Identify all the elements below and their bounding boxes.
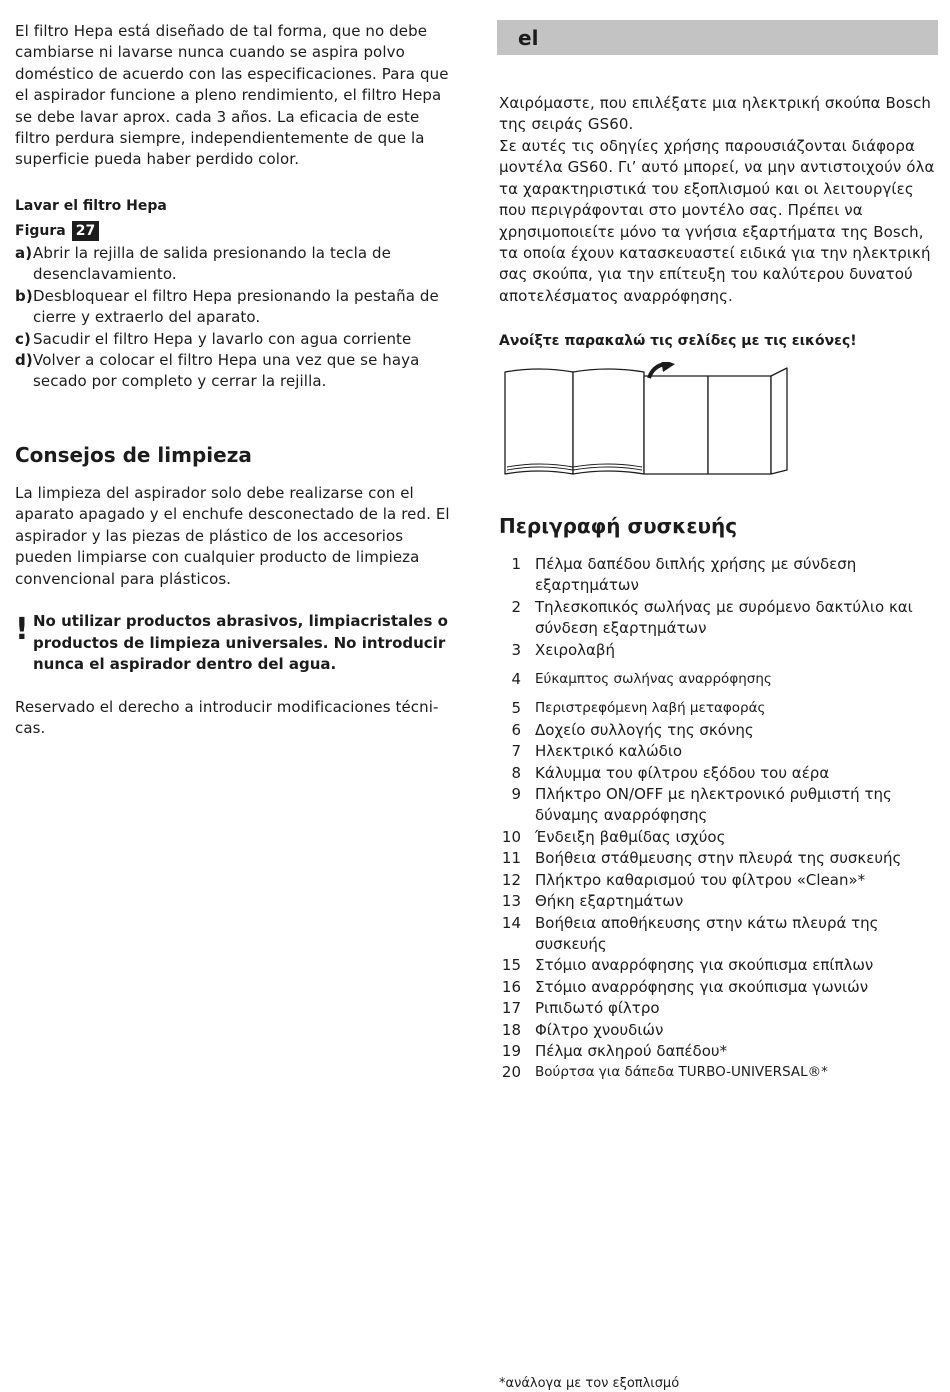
part-number: 19 [501,1041,521,1060]
part-text: Θήκη εξαρτημάτων [535,892,684,911]
step-text: Sacudir el filtro Hepa y lavarlo con agua corriente [33,329,412,348]
reserved-rights-paragraph: Reservado el derecho a introducir modificaciones técni-cas. [15,698,439,738]
step-letter: a) [15,244,33,262]
list-item [15,350,455,393]
part-text: Βοήθεια αποθήκευσης στην κάτω πλευρά της συσκευής [535,913,879,953]
greek-models-paragraph: Σε αυτές τις οδηγίες χρήσης παρουσιάζονται διάφορα μοντέλα GS60. Γι’ αυτό μπορεί, να μην αντιστοιχούν όλα τα χαρακτηριστικά του εξοπλισμού και οι λειτουργίες που περιγράφονται στο μοντέλο σας. Πρέπει να χρησιμοποιείτε μόνο τα γνήσια εξαρτήματα της Bosch, τα οποία έχουν κατασκευαστεί ειδικά για την ηλεκτρική σας σκούπα, για την επίτευξη του καλύτερου δυνατού αποτελέσματος αναρρόφησης. [499,137,935,305]
list-item [15,329,455,350]
part-number: 6 [511,720,521,739]
part-number: 2 [511,597,521,616]
list-item [499,597,939,640]
wash-steps-list [15,243,455,393]
part-text: Ένδειξη βαθμίδας ισχύος [535,827,726,846]
greek-intro-paragraph: Χαιρόμαστε, που επιλέξατε μια ηλεκτρική σκούπα Bosch της σειράς GS60. [499,94,932,134]
part-text: Στόμιο αναρρόφησης για σκούπισμα επίπλων [535,956,874,975]
warning-text: No utilizar productos abrasivos, limpiacristales o productos de limpieza universales. No introducir nunca el aspirador dentro del agua. [33,612,448,673]
list-item [499,763,939,784]
part-number: 20 [501,1063,521,1082]
step-text: Volver a colocar el filtro Hepa una vez que se haya secado por completo y cerrar la rejilla. [33,351,420,391]
list-item [499,1020,939,1041]
step-text: Abrir la rejilla de salida presionando la tecla de desenclavamiento. [33,244,391,284]
warning-notice [15,611,455,676]
list-item [499,977,939,998]
part-text: Κάλυμμα του φίλτρου εξόδου του αέρα [535,763,830,782]
list-item [499,913,939,956]
part-text: Πέλμα σκληρού δαπέδου* [535,1041,728,1060]
part-number: 7 [511,742,521,761]
list-item [15,286,455,329]
part-text: Περιστρεφόμενη λαβή μεταφοράς [535,700,766,717]
part-text: Τηλεσκοπικός σωλήνας με συρόμενο δακτύλιο και σύνδεση εξαρτημάτων [535,597,913,638]
part-text: Πέλμα δαπέδου διπλής χρήσης με σύνδεση εξαρτημάτων [535,555,857,595]
wash-section [15,196,455,393]
list-item [499,1041,939,1062]
list-item [499,891,939,912]
part-number: 10 [501,827,521,846]
device-description-heading: Περιγραφή συσκευής [499,514,738,538]
figure-reference [15,221,455,241]
part-text: Εύκαμπτος σωλήνας αναρρόφησης [535,671,772,688]
part-number: 17 [501,999,521,1018]
part-number: 5 [511,699,521,718]
part-number: 8 [511,763,521,782]
figure-number-badge: 27 [72,221,99,241]
part-text: Χειρολαβή [535,640,616,659]
hepa-intro-paragraph: El filtro Hepa está diseñado de tal forma, que no debe cambiarse ni lavarse nunca cuando se aspira polvo doméstico de acuerdo con las especificaciones. Para que el aspirador funcione a pleno rendimiento, el filtro Hepa se debe lavar aprox. cada 3 años. La eficacia de este filtro perdura siempre, independientemente de que la superficie pueda haber perdido color. [15,22,449,169]
part-text: Βούρτσα για δάπεδα TURBO-UNIVERSAL®* [535,1064,828,1081]
list-item [15,243,455,286]
part-text: Πλήκτρο ON/OFF με ηλεκτρονικό ρυθμιστή της δύναμης αναρρόφησης [535,785,892,825]
list-item [499,669,939,690]
part-number: 15 [501,956,521,975]
list-item [499,998,939,1019]
list-item [499,827,939,848]
list-item [499,554,939,597]
part-text: Βοήθεια στάθμευσης στην πλευρά της συσκευής [535,849,902,868]
part-number: 11 [501,849,521,868]
step-text: Desbloquear el filtro Hepa presionando la pestaña de cierre y extraerlo del aparato. [33,286,439,327]
language-header-bar [497,20,938,55]
list-item [499,720,939,741]
figure-label: Figura [15,223,66,239]
part-text: Ριπιδωτό φίλτρο [535,999,660,1018]
part-number: 18 [501,1020,521,1039]
exclamation-icon: ! [15,612,29,647]
device-parts-list [499,554,939,1084]
open-pages-note: Ανοίξτε παρακαλώ τις σελίδες με τις εικόνες! [499,333,857,349]
part-number: 1 [511,555,521,573]
fold-out-pages-illustration [503,362,791,480]
part-text: Στόμιο αναρρόφησης για σκούπισμα γωνιών [535,977,869,996]
part-text: Ηλεκτρικό καλώδιο [535,742,683,761]
part-text: Πλήκτρο καθαρισμού του φίλτρου «Clean»* [535,870,866,889]
part-text: Φίλτρο χνουδιών [535,1020,664,1039]
step-letter: c) [15,329,31,348]
list-item [499,870,939,891]
part-number: 3 [511,640,521,659]
arrow-head-icon [661,362,675,372]
list-item [499,698,939,719]
part-number: 4 [511,670,521,689]
step-letter: d) [15,351,33,370]
language-code: el [518,25,539,50]
cleaning-paragraph: La limpieza del aspirador solo debe realizarse con el aparato apagado y el enchufe desconectado de la red. El aspirador y las piezas de plástico de los accesorios pueden limpiarse con cualquier producto de limpieza convencional para plásticos. [15,484,450,588]
list-item [499,741,939,762]
part-number: 14 [501,913,521,932]
footnote: *ανάλογα με τον εξοπλισμό [499,1376,680,1391]
part-text: Δοχείο συλλογής της σκόνης [535,720,754,739]
part-number: 12 [501,870,521,889]
part-number: 16 [501,977,521,996]
part-number: 9 [511,785,521,804]
part-number: 13 [501,892,521,911]
list-item [499,1062,939,1083]
list-item [499,784,939,827]
list-item [499,640,939,661]
cleaning-heading: Consejos de limpieza [15,443,252,467]
step-letter: b) [15,286,33,305]
wash-heading: Lavar el filtro Hepa [15,198,167,214]
list-item [499,955,939,976]
list-item [499,848,939,869]
